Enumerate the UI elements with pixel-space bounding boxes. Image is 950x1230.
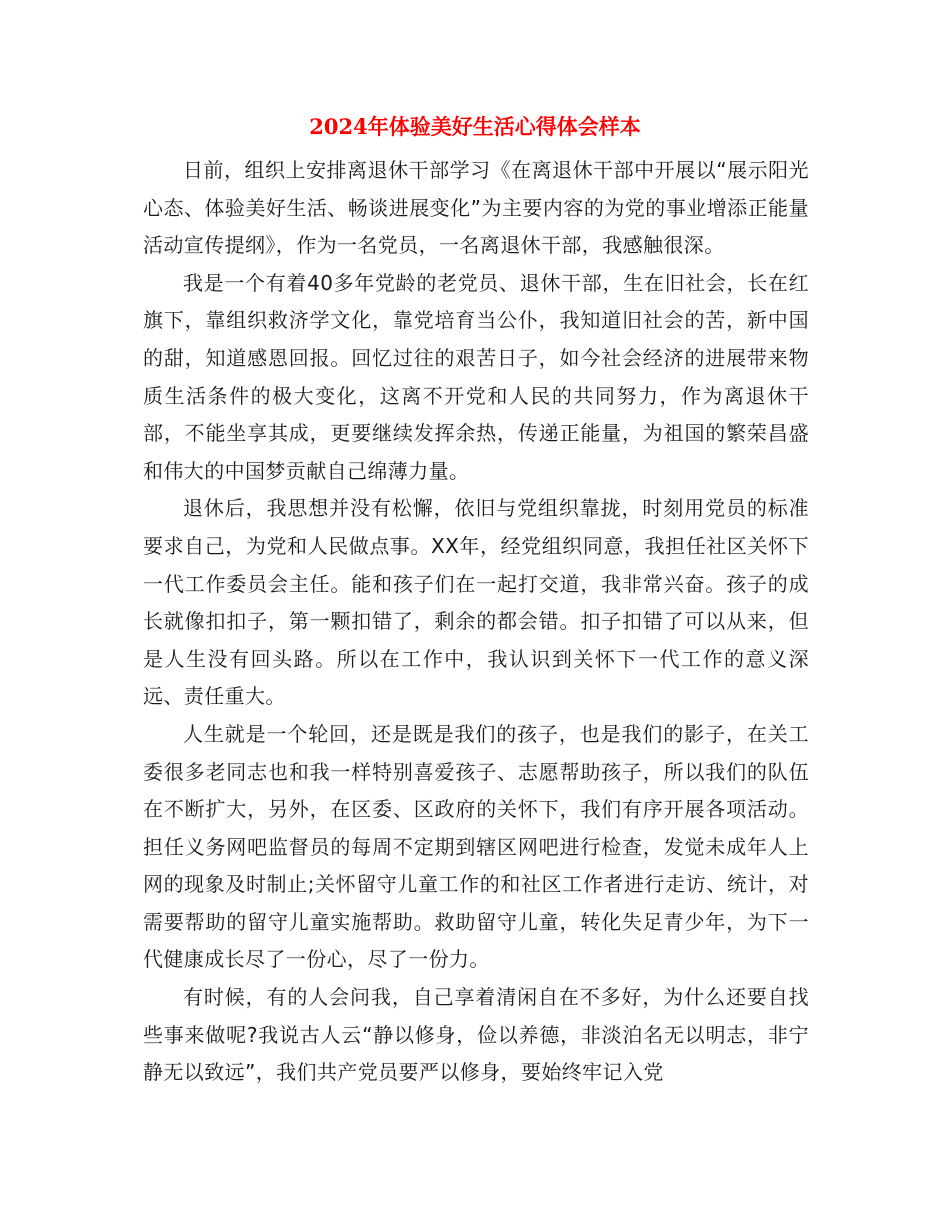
paragraph-5: 有时候，有的人会问我，自己享着清闲自在不多好，为什么还要自找些事来做呢?我说古人云“静以修身，俭以养德，非淡泊名无以明志，非宁静无以致远”，我们共产党员要严以修身，要始终牢记入党 (143, 985, 809, 1085)
document-title: 2024年体验美好生活心得体会样本 (309, 114, 641, 139)
document-body (143, 152, 809, 1092)
paragraph-3: 退休后，我思想并没有松懈，依旧与党组织靠拢，时刻用党员的标准要求自己，为党和人民做点事。XX年，经党组织同意，我担任社区关怀下一代工作委员会主任。能和孩子们在一起打交道，我非常兴奋。孩子的成长就像扣扣子，第一颗扣错了，剩余的都会错。扣子扣错了可以从来，但是人生没有回头路。所以在工作中，我认识到关怀下一代工作的意义深远、责任重大。 (143, 496, 809, 709)
paragraph-1: 日前，组织上安排离退休干部学习《在离退休干部中开展以“展示阳光心态、体验美好生活、畅谈进展变化”为主要内容的为党的事业增添正能量活动宣传提纲》，作为一名党员，一名离退休干部，我感触很深。 (143, 158, 809, 258)
paragraph-4: 人生就是一个轮回，还是既是我们的孩子，也是我们的影子，在关工委很多老同志也和我一样特别喜爱孩子、志愿帮助孩子，所以我们的队伍在不断扩大，另外，在区委、区政府的关怀下，我们有序开展各项活动。担任义务网吧监督员的每周不定期到辖区网吧进行检查，发觉未成年人上网的现象及时制止;关怀留守儿童工作的和社区工作者进行走访、统计，对需要帮助的留守儿童实施帮助。救助留守儿童，转化失足青少年，为下一代健康成长尽了一份心，尽了一份力。 (143, 721, 809, 972)
paragraph-2: 我是一个有着40多年党龄的老党员、退休干部，生在旧社会，长在红旗下，靠组织救济学文化，靠党培育当公仆，我知道旧社会的苦，新中国的甜，知道感恩回报。回忆过往的艰苦日子，如今社会经济的进展带来物质生活条件的极大变化，这离不开党和人民的共同努力，作为离退休干部，不能坐享其成，更要继续发挥余热，传递正能量，为祖国的繁荣昌盛和伟大的中国梦贡献自己绵薄力量。 (143, 270, 809, 483)
